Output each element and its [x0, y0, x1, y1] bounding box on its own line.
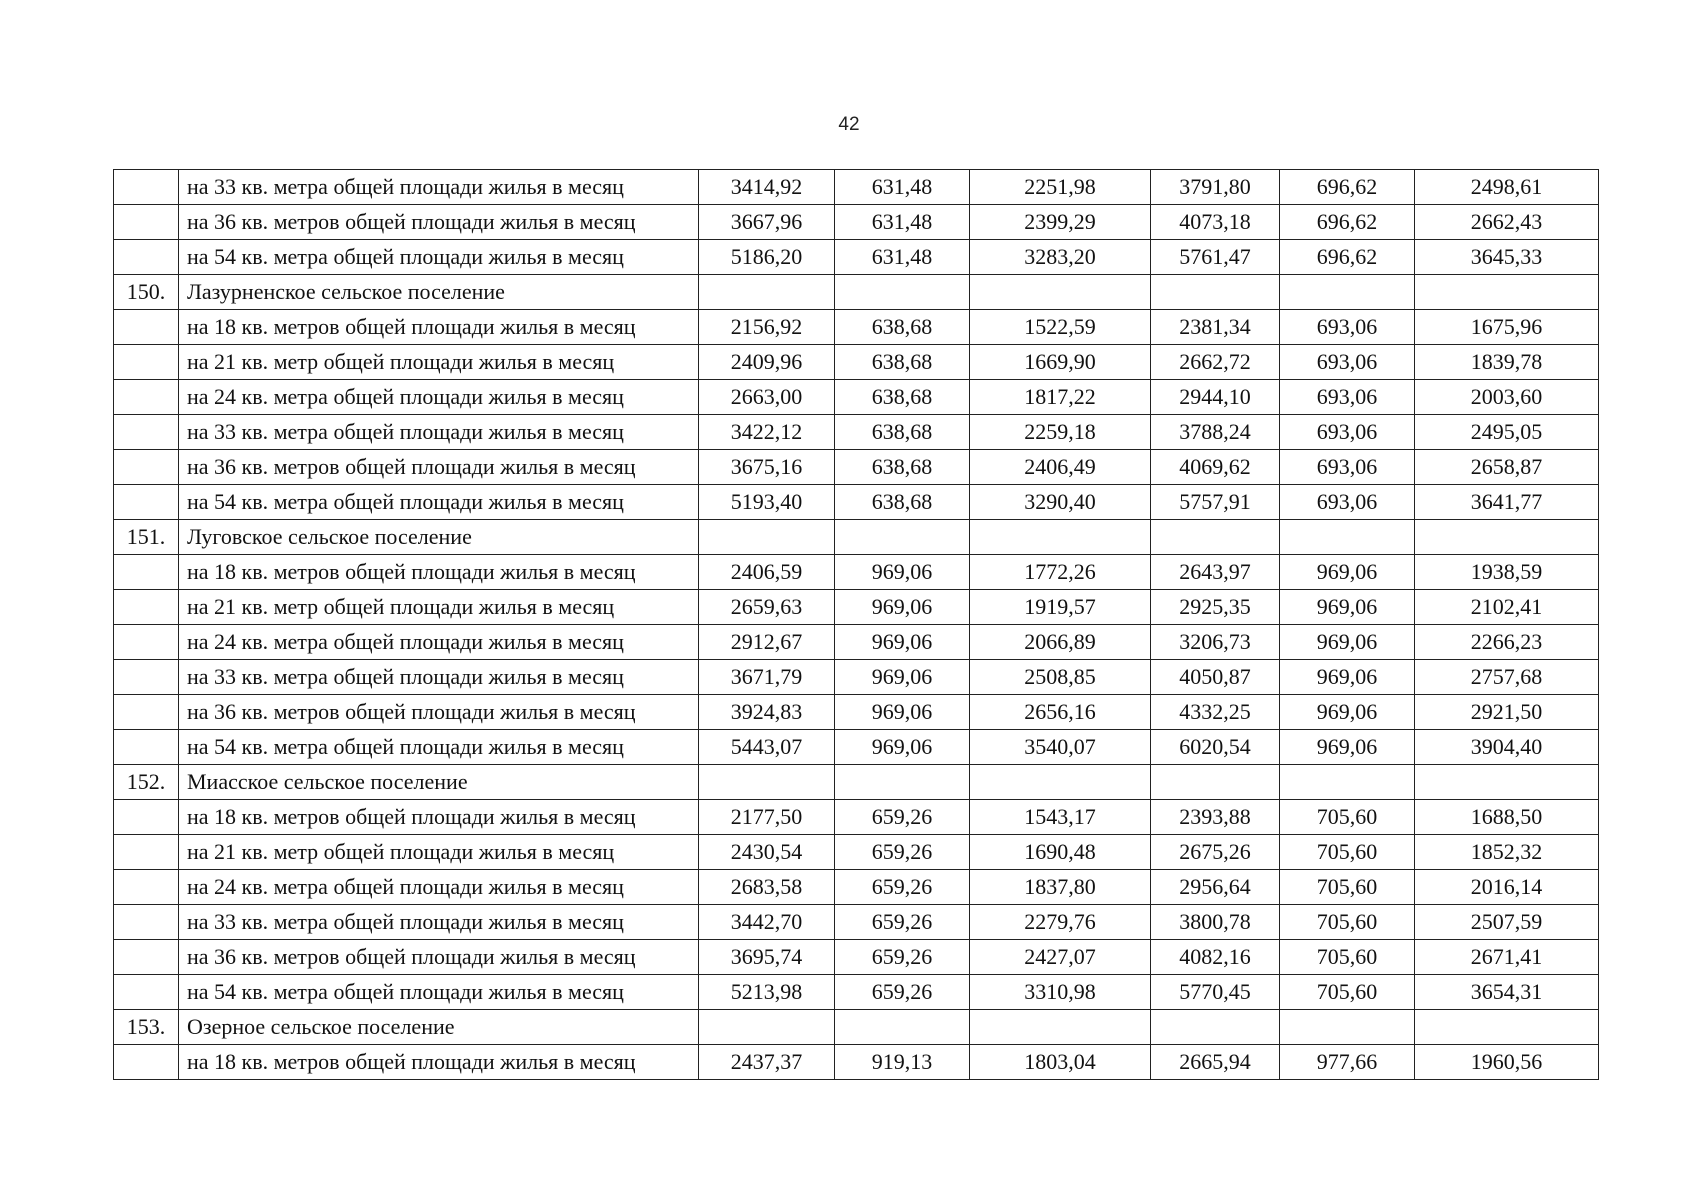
value-cell: 1675,96: [1415, 310, 1599, 345]
value-cell: 2671,41: [1415, 940, 1599, 975]
value-cell: [1415, 275, 1599, 310]
value-cell: 2498,61: [1415, 170, 1599, 205]
value-cell: 1837,80: [970, 870, 1151, 905]
description-cell: на 21 кв. метр общей площади жилья в месяц: [179, 590, 699, 625]
value-cell: 1688,50: [1415, 800, 1599, 835]
row-number-cell: 152.: [114, 765, 179, 800]
value-cell: 2016,14: [1415, 870, 1599, 905]
settlement-name-cell: Луговское сельское поселение: [179, 520, 699, 555]
value-cell: 3206,73: [1151, 625, 1280, 660]
row-number-cell: [114, 240, 179, 275]
value-cell: 4050,87: [1151, 660, 1280, 695]
value-cell: 3671,79: [699, 660, 835, 695]
row-number-cell: [114, 1045, 179, 1080]
value-cell: 2427,07: [970, 940, 1151, 975]
table-row: [114, 870, 1599, 905]
value-cell: [1415, 520, 1599, 555]
value-cell: 969,06: [1280, 625, 1415, 660]
value-cell: 969,06: [835, 590, 970, 625]
value-cell: 696,62: [1280, 205, 1415, 240]
value-cell: 1817,22: [970, 380, 1151, 415]
value-cell: [835, 275, 970, 310]
value-cell: 2665,94: [1151, 1045, 1280, 1080]
value-cell: 5770,45: [1151, 975, 1280, 1010]
value-cell: 969,06: [1280, 730, 1415, 765]
table-row: [114, 625, 1599, 660]
description-cell: на 18 кв. метров общей площади жилья в месяц: [179, 1045, 699, 1080]
value-cell: 631,48: [835, 205, 970, 240]
table-row: [114, 940, 1599, 975]
description-cell: на 21 кв. метр общей площади жилья в месяц: [179, 835, 699, 870]
value-cell: 693,06: [1280, 485, 1415, 520]
value-cell: 638,68: [835, 345, 970, 380]
value-cell: 4332,25: [1151, 695, 1280, 730]
value-cell: 2643,97: [1151, 555, 1280, 590]
description-cell: на 36 кв. метров общей площади жилья в месяц: [179, 940, 699, 975]
value-cell: 2259,18: [970, 415, 1151, 450]
value-cell: 2921,50: [1415, 695, 1599, 730]
row-number-cell: [114, 940, 179, 975]
value-cell: 3788,24: [1151, 415, 1280, 450]
row-number-cell: [114, 450, 179, 485]
value-cell: 969,06: [1280, 695, 1415, 730]
row-number-cell: [114, 555, 179, 590]
row-number-cell: [114, 800, 179, 835]
row-number-cell: [114, 905, 179, 940]
value-cell: [970, 1010, 1151, 1045]
description-cell: на 18 кв. метров общей площади жилья в месяц: [179, 555, 699, 590]
row-number-cell: [114, 660, 179, 695]
value-cell: [1151, 520, 1280, 555]
value-cell: 659,26: [835, 940, 970, 975]
value-cell: 2156,92: [699, 310, 835, 345]
value-cell: 659,26: [835, 835, 970, 870]
value-cell: 4073,18: [1151, 205, 1280, 240]
value-cell: 2508,85: [970, 660, 1151, 695]
value-cell: [1151, 765, 1280, 800]
value-cell: 2003,60: [1415, 380, 1599, 415]
value-cell: [1280, 765, 1415, 800]
value-cell: 2663,00: [699, 380, 835, 415]
value-cell: 2656,16: [970, 695, 1151, 730]
value-cell: 1852,32: [1415, 835, 1599, 870]
description-cell: на 33 кв. метра общей площади жилья в месяц: [179, 660, 699, 695]
section-header-row: [114, 275, 1599, 310]
value-cell: 705,60: [1280, 940, 1415, 975]
value-cell: 3283,20: [970, 240, 1151, 275]
table-row: [114, 730, 1599, 765]
value-cell: 2393,88: [1151, 800, 1280, 835]
value-cell: 705,60: [1280, 870, 1415, 905]
row-number-cell: [114, 170, 179, 205]
row-number-cell: [114, 415, 179, 450]
row-number-cell: [114, 485, 179, 520]
value-cell: 919,13: [835, 1045, 970, 1080]
value-cell: 696,62: [1280, 240, 1415, 275]
value-cell: [699, 275, 835, 310]
tariff-table-body: [114, 170, 1599, 1080]
table-row: [114, 695, 1599, 730]
table-row: [114, 450, 1599, 485]
value-cell: 2662,72: [1151, 345, 1280, 380]
settlement-name-cell: Лазурненское сельское поселение: [179, 275, 699, 310]
value-cell: 2507,59: [1415, 905, 1599, 940]
value-cell: 969,06: [1280, 590, 1415, 625]
value-cell: [1151, 1010, 1280, 1045]
table-row: [114, 345, 1599, 380]
section-header-row: [114, 520, 1599, 555]
row-number-cell: [114, 625, 179, 660]
value-cell: 1669,90: [970, 345, 1151, 380]
value-cell: 705,60: [1280, 905, 1415, 940]
value-cell: 6020,54: [1151, 730, 1280, 765]
table-row: [114, 240, 1599, 275]
value-cell: 5443,07: [699, 730, 835, 765]
row-number-cell: 150.: [114, 275, 179, 310]
description-cell: на 33 кв. метра общей площади жилья в месяц: [179, 415, 699, 450]
row-number-cell: [114, 870, 179, 905]
value-cell: 2495,05: [1415, 415, 1599, 450]
value-cell: 2658,87: [1415, 450, 1599, 485]
table-row: [114, 415, 1599, 450]
value-cell: 3654,31: [1415, 975, 1599, 1010]
description-cell: на 33 кв. метра общей площади жилья в месяц: [179, 170, 699, 205]
value-cell: [699, 520, 835, 555]
description-cell: на 21 кв. метр общей площади жилья в месяц: [179, 345, 699, 380]
value-cell: 2406,49: [970, 450, 1151, 485]
value-cell: [835, 520, 970, 555]
table-row: [114, 380, 1599, 415]
value-cell: 3695,74: [699, 940, 835, 975]
value-cell: 1839,78: [1415, 345, 1599, 380]
value-cell: 638,68: [835, 450, 970, 485]
table-row: [114, 310, 1599, 345]
description-cell: на 18 кв. метров общей площади жилья в месяц: [179, 310, 699, 345]
section-header-row: [114, 765, 1599, 800]
value-cell: 659,26: [835, 870, 970, 905]
description-cell: на 54 кв. метра общей площади жилья в месяц: [179, 730, 699, 765]
description-cell: на 24 кв. метра общей площади жилья в месяц: [179, 870, 699, 905]
value-cell: 2675,26: [1151, 835, 1280, 870]
value-cell: 1938,59: [1415, 555, 1599, 590]
description-cell: на 36 кв. метров общей площади жилья в месяц: [179, 450, 699, 485]
value-cell: 3667,96: [699, 205, 835, 240]
description-cell: на 18 кв. метров общей площади жилья в месяц: [179, 800, 699, 835]
row-number-cell: [114, 695, 179, 730]
value-cell: 638,68: [835, 415, 970, 450]
value-cell: 3641,77: [1415, 485, 1599, 520]
value-cell: 3442,70: [699, 905, 835, 940]
value-cell: 3540,07: [970, 730, 1151, 765]
value-cell: 2925,35: [1151, 590, 1280, 625]
value-cell: [1151, 275, 1280, 310]
value-cell: 3791,80: [1151, 170, 1280, 205]
value-cell: 1522,59: [970, 310, 1151, 345]
value-cell: 631,48: [835, 170, 970, 205]
value-cell: [970, 765, 1151, 800]
tariff-table: [113, 169, 1599, 1080]
value-cell: 2177,50: [699, 800, 835, 835]
row-number-cell: [114, 975, 179, 1010]
value-cell: 2662,43: [1415, 205, 1599, 240]
value-cell: 3645,33: [1415, 240, 1599, 275]
value-cell: 659,26: [835, 975, 970, 1010]
row-number-cell: [114, 835, 179, 870]
value-cell: 2102,41: [1415, 590, 1599, 625]
row-number-cell: 153.: [114, 1010, 179, 1045]
value-cell: [970, 275, 1151, 310]
value-cell: 3904,40: [1415, 730, 1599, 765]
value-cell: [1280, 275, 1415, 310]
value-cell: 2409,96: [699, 345, 835, 380]
value-cell: 2683,58: [699, 870, 835, 905]
value-cell: 2757,68: [1415, 660, 1599, 695]
value-cell: [699, 1010, 835, 1045]
row-number-cell: [114, 730, 179, 765]
value-cell: 693,06: [1280, 450, 1415, 485]
value-cell: 5186,20: [699, 240, 835, 275]
value-cell: 2381,34: [1151, 310, 1280, 345]
value-cell: 969,06: [835, 660, 970, 695]
value-cell: 3924,83: [699, 695, 835, 730]
row-number-cell: [114, 380, 179, 415]
value-cell: 705,60: [1280, 835, 1415, 870]
value-cell: 969,06: [835, 730, 970, 765]
description-cell: на 54 кв. метра общей площади жилья в месяц: [179, 240, 699, 275]
value-cell: 631,48: [835, 240, 970, 275]
table-row: [114, 975, 1599, 1010]
value-cell: 2266,23: [1415, 625, 1599, 660]
value-cell: 2912,67: [699, 625, 835, 660]
value-cell: 693,06: [1280, 415, 1415, 450]
row-number-cell: [114, 590, 179, 625]
value-cell: 2399,29: [970, 205, 1151, 240]
table-row: [114, 590, 1599, 625]
value-cell: 2430,54: [699, 835, 835, 870]
table-row: [114, 835, 1599, 870]
description-cell: на 36 кв. метров общей площади жилья в месяц: [179, 205, 699, 240]
table-row: [114, 555, 1599, 590]
value-cell: 2251,98: [970, 170, 1151, 205]
table-row: [114, 170, 1599, 205]
value-cell: 969,06: [835, 625, 970, 660]
value-cell: 3414,92: [699, 170, 835, 205]
value-cell: 3800,78: [1151, 905, 1280, 940]
value-cell: 1803,04: [970, 1045, 1151, 1080]
value-cell: 2956,64: [1151, 870, 1280, 905]
value-cell: 2066,89: [970, 625, 1151, 660]
value-cell: [970, 520, 1151, 555]
value-cell: 5193,40: [699, 485, 835, 520]
value-cell: [1280, 1010, 1415, 1045]
value-cell: 1690,48: [970, 835, 1151, 870]
value-cell: [1415, 765, 1599, 800]
table-row: [114, 485, 1599, 520]
value-cell: 659,26: [835, 905, 970, 940]
value-cell: [835, 1010, 970, 1045]
value-cell: [699, 765, 835, 800]
row-number-cell: [114, 345, 179, 380]
value-cell: 977,66: [1280, 1045, 1415, 1080]
value-cell: 4082,16: [1151, 940, 1280, 975]
row-number-cell: [114, 310, 179, 345]
value-cell: 638,68: [835, 485, 970, 520]
value-cell: 3422,12: [699, 415, 835, 450]
value-cell: 969,06: [1280, 555, 1415, 590]
settlement-name-cell: Озерное сельское поселение: [179, 1010, 699, 1045]
value-cell: 659,26: [835, 800, 970, 835]
table-row: [114, 1045, 1599, 1080]
row-number-cell: 151.: [114, 520, 179, 555]
value-cell: 3310,98: [970, 975, 1151, 1010]
value-cell: 5761,47: [1151, 240, 1280, 275]
value-cell: 2279,76: [970, 905, 1151, 940]
value-cell: 2659,63: [699, 590, 835, 625]
value-cell: 693,06: [1280, 345, 1415, 380]
value-cell: 1919,57: [970, 590, 1151, 625]
value-cell: 705,60: [1280, 800, 1415, 835]
value-cell: 638,68: [835, 380, 970, 415]
settlement-name-cell: Миасское сельское поселение: [179, 765, 699, 800]
value-cell: 5757,91: [1151, 485, 1280, 520]
value-cell: 969,06: [1280, 660, 1415, 695]
value-cell: 2944,10: [1151, 380, 1280, 415]
description-cell: на 54 кв. метра общей площади жилья в месяц: [179, 975, 699, 1010]
value-cell: 705,60: [1280, 975, 1415, 1010]
value-cell: 693,06: [1280, 310, 1415, 345]
description-cell: на 36 кв. метров общей площади жилья в месяц: [179, 695, 699, 730]
table-row: [114, 205, 1599, 240]
value-cell: 1772,26: [970, 555, 1151, 590]
row-number-cell: [114, 205, 179, 240]
description-cell: на 33 кв. метра общей площади жилья в месяц: [179, 905, 699, 940]
description-cell: на 24 кв. метра общей площади жилья в месяц: [179, 625, 699, 660]
value-cell: [835, 765, 970, 800]
value-cell: 1960,56: [1415, 1045, 1599, 1080]
table-row: [114, 800, 1599, 835]
value-cell: 969,06: [835, 555, 970, 590]
value-cell: 696,62: [1280, 170, 1415, 205]
value-cell: [1280, 520, 1415, 555]
value-cell: 693,06: [1280, 380, 1415, 415]
value-cell: 4069,62: [1151, 450, 1280, 485]
value-cell: 2406,59: [699, 555, 835, 590]
value-cell: [1415, 1010, 1599, 1045]
description-cell: на 54 кв. метра общей площади жилья в месяц: [179, 485, 699, 520]
value-cell: 638,68: [835, 310, 970, 345]
value-cell: 3675,16: [699, 450, 835, 485]
value-cell: 1543,17: [970, 800, 1151, 835]
table-row: [114, 905, 1599, 940]
table-row: [114, 660, 1599, 695]
description-cell: на 24 кв. метра общей площади жилья в месяц: [179, 380, 699, 415]
page-number: 42: [838, 114, 860, 135]
value-cell: 3290,40: [970, 485, 1151, 520]
value-cell: 5213,98: [699, 975, 835, 1010]
value-cell: 969,06: [835, 695, 970, 730]
value-cell: 2437,37: [699, 1045, 835, 1080]
section-header-row: [114, 1010, 1599, 1045]
